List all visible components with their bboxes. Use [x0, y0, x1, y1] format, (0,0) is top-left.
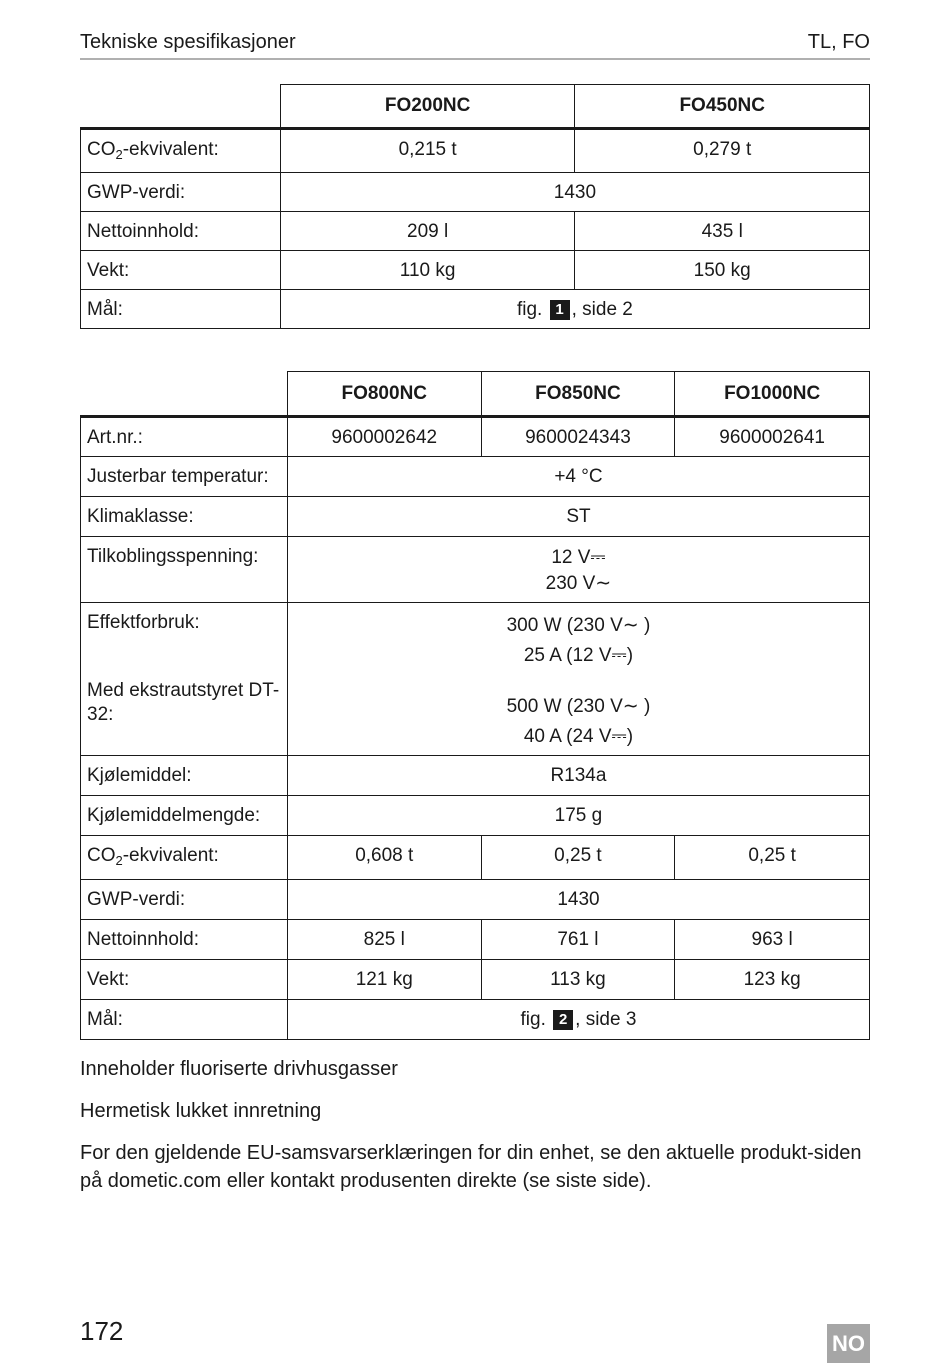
- row-label: $CO_2$-ekvivalent:: [81, 836, 288, 880]
- spec-table-1: [80, 84, 870, 329]
- table-row: [81, 603, 870, 756]
- cell-value: 0,608 t: [287, 836, 481, 880]
- page-number: 172: [80, 1316, 124, 1346]
- language-badge: NO: [827, 1324, 870, 1363]
- cell-value: 9600002641: [675, 417, 870, 457]
- row-label: Vekt:: [81, 960, 288, 1000]
- table-row: [81, 1000, 870, 1040]
- cell-value: 9600024343: [481, 417, 675, 457]
- row-label: [81, 603, 288, 756]
- cell-value: 1430: [287, 880, 869, 920]
- table-row: [81, 960, 870, 1000]
- effekt-label: Effektforbruk:: [87, 612, 200, 633]
- row-label: Klimaklasse:: [81, 497, 288, 537]
- cell-value: 0,279 t: [575, 129, 870, 173]
- cell-value: R134a: [287, 756, 869, 796]
- row-label: Nettoinnhold:: [81, 212, 281, 251]
- model-header: FO850NC: [481, 372, 675, 417]
- row-label: Kjølemiddelmengde:: [81, 796, 288, 836]
- current-value: 25 A (12 V⎓): [523, 645, 634, 666]
- figure-number-badge: 1: [550, 300, 570, 320]
- cell-value: 963 l: [675, 920, 870, 960]
- header-models: TL, FO: [807, 31, 870, 53]
- model-header: FO800NC: [287, 372, 481, 417]
- table-header-row: [81, 372, 870, 417]
- cell-value: 761 l: [481, 920, 675, 960]
- row-label: Mål:: [81, 290, 281, 329]
- page-header: [80, 28, 870, 60]
- notes-section: [80, 1055, 870, 1209]
- table-row: [81, 129, 870, 173]
- cell-value: 0,25 t: [675, 836, 870, 880]
- table-row: [81, 537, 870, 603]
- power-value: 500 W (230 V∼ ): [506, 696, 651, 717]
- row-label: Nettoinnhold:: [81, 920, 288, 960]
- cell-value: 435 l: [575, 212, 870, 251]
- table-row: [81, 796, 870, 836]
- table-row: [81, 212, 870, 251]
- effekt-accessory-label: Med ekstrautstyret DT-32:: [87, 680, 280, 725]
- row-label: $CO_2$-ekvivalent:: [81, 129, 281, 173]
- table-row: [81, 290, 870, 329]
- row-label: GWP-verdi:: [81, 880, 288, 920]
- table-header-row: [81, 85, 870, 129]
- cell-value: [287, 537, 869, 603]
- cell-value: 113 kg: [481, 960, 675, 1000]
- figure-reference: fig. 2 , side 3: [287, 1000, 869, 1040]
- table-row: [81, 920, 870, 960]
- header-blank-cell: [81, 85, 281, 129]
- table-row: [81, 417, 870, 457]
- power-value: 300 W (230 V∼ ): [506, 615, 651, 636]
- header-blank-cell: [81, 372, 288, 417]
- cell-value: +4 °C: [287, 457, 869, 497]
- row-label: Tilkoblingsspenning:: [81, 537, 288, 603]
- table-row: [81, 251, 870, 290]
- cell-value: 1430: [280, 173, 869, 212]
- model-header: FO450NC: [575, 85, 870, 129]
- spec-table-2: [80, 371, 870, 1040]
- note-hermetic: Hermetisk lukket innretning: [80, 1100, 322, 1122]
- header-title: Tekniske spesifikasjoner: [80, 31, 296, 53]
- model-header: FO1000NC: [675, 372, 870, 417]
- voltage-ac: 230 V∼: [545, 573, 612, 594]
- row-label: Vekt:: [81, 251, 281, 290]
- figure-reference: fig. 1 , side 2: [280, 290, 869, 329]
- cell-value: 150 kg: [575, 251, 870, 290]
- row-label: Kjølemiddel:: [81, 756, 288, 796]
- row-label: Art.nr.:: [81, 417, 288, 457]
- table-row: [81, 880, 870, 920]
- table-row: [81, 457, 870, 497]
- cell-value: 0,215 t: [280, 129, 575, 173]
- cell-value: 209 l: [280, 212, 575, 251]
- cell-value: 825 l: [287, 920, 481, 960]
- cell-value: 9600002642: [287, 417, 481, 457]
- cell-value: 0,25 t: [481, 836, 675, 880]
- cell-value: 110 kg: [280, 251, 575, 290]
- cell-value: ST: [287, 497, 869, 537]
- figure-number-badge: 2: [553, 1010, 573, 1030]
- row-label: Mål:: [81, 1000, 288, 1040]
- cell-value: [287, 603, 869, 756]
- row-label: GWP-verdi:: [81, 173, 281, 212]
- cell-value: 123 kg: [675, 960, 870, 1000]
- cell-value: 175 g: [287, 796, 869, 836]
- row-label: Justerbar temperatur:: [81, 457, 288, 497]
- note-eu-declaration: For den gjeldende EU-samsvarserklæringen for din enhet, se den aktuelle produkt-siden på dometic.com eller kontakt produsenten direkte (se siste side).: [80, 1142, 862, 1192]
- table-row: [81, 173, 870, 212]
- table-row: [81, 836, 870, 880]
- model-header: FO200NC: [280, 85, 575, 129]
- table-row: [81, 497, 870, 537]
- note-fluorinated-gases: Inneholder fluoriserte drivhusgasser: [80, 1058, 398, 1080]
- table-row: [81, 756, 870, 796]
- current-value: 40 A (24 V⎓): [523, 726, 634, 747]
- voltage-dc: 12 V⎓: [551, 547, 606, 568]
- cell-value: 121 kg: [287, 960, 481, 1000]
